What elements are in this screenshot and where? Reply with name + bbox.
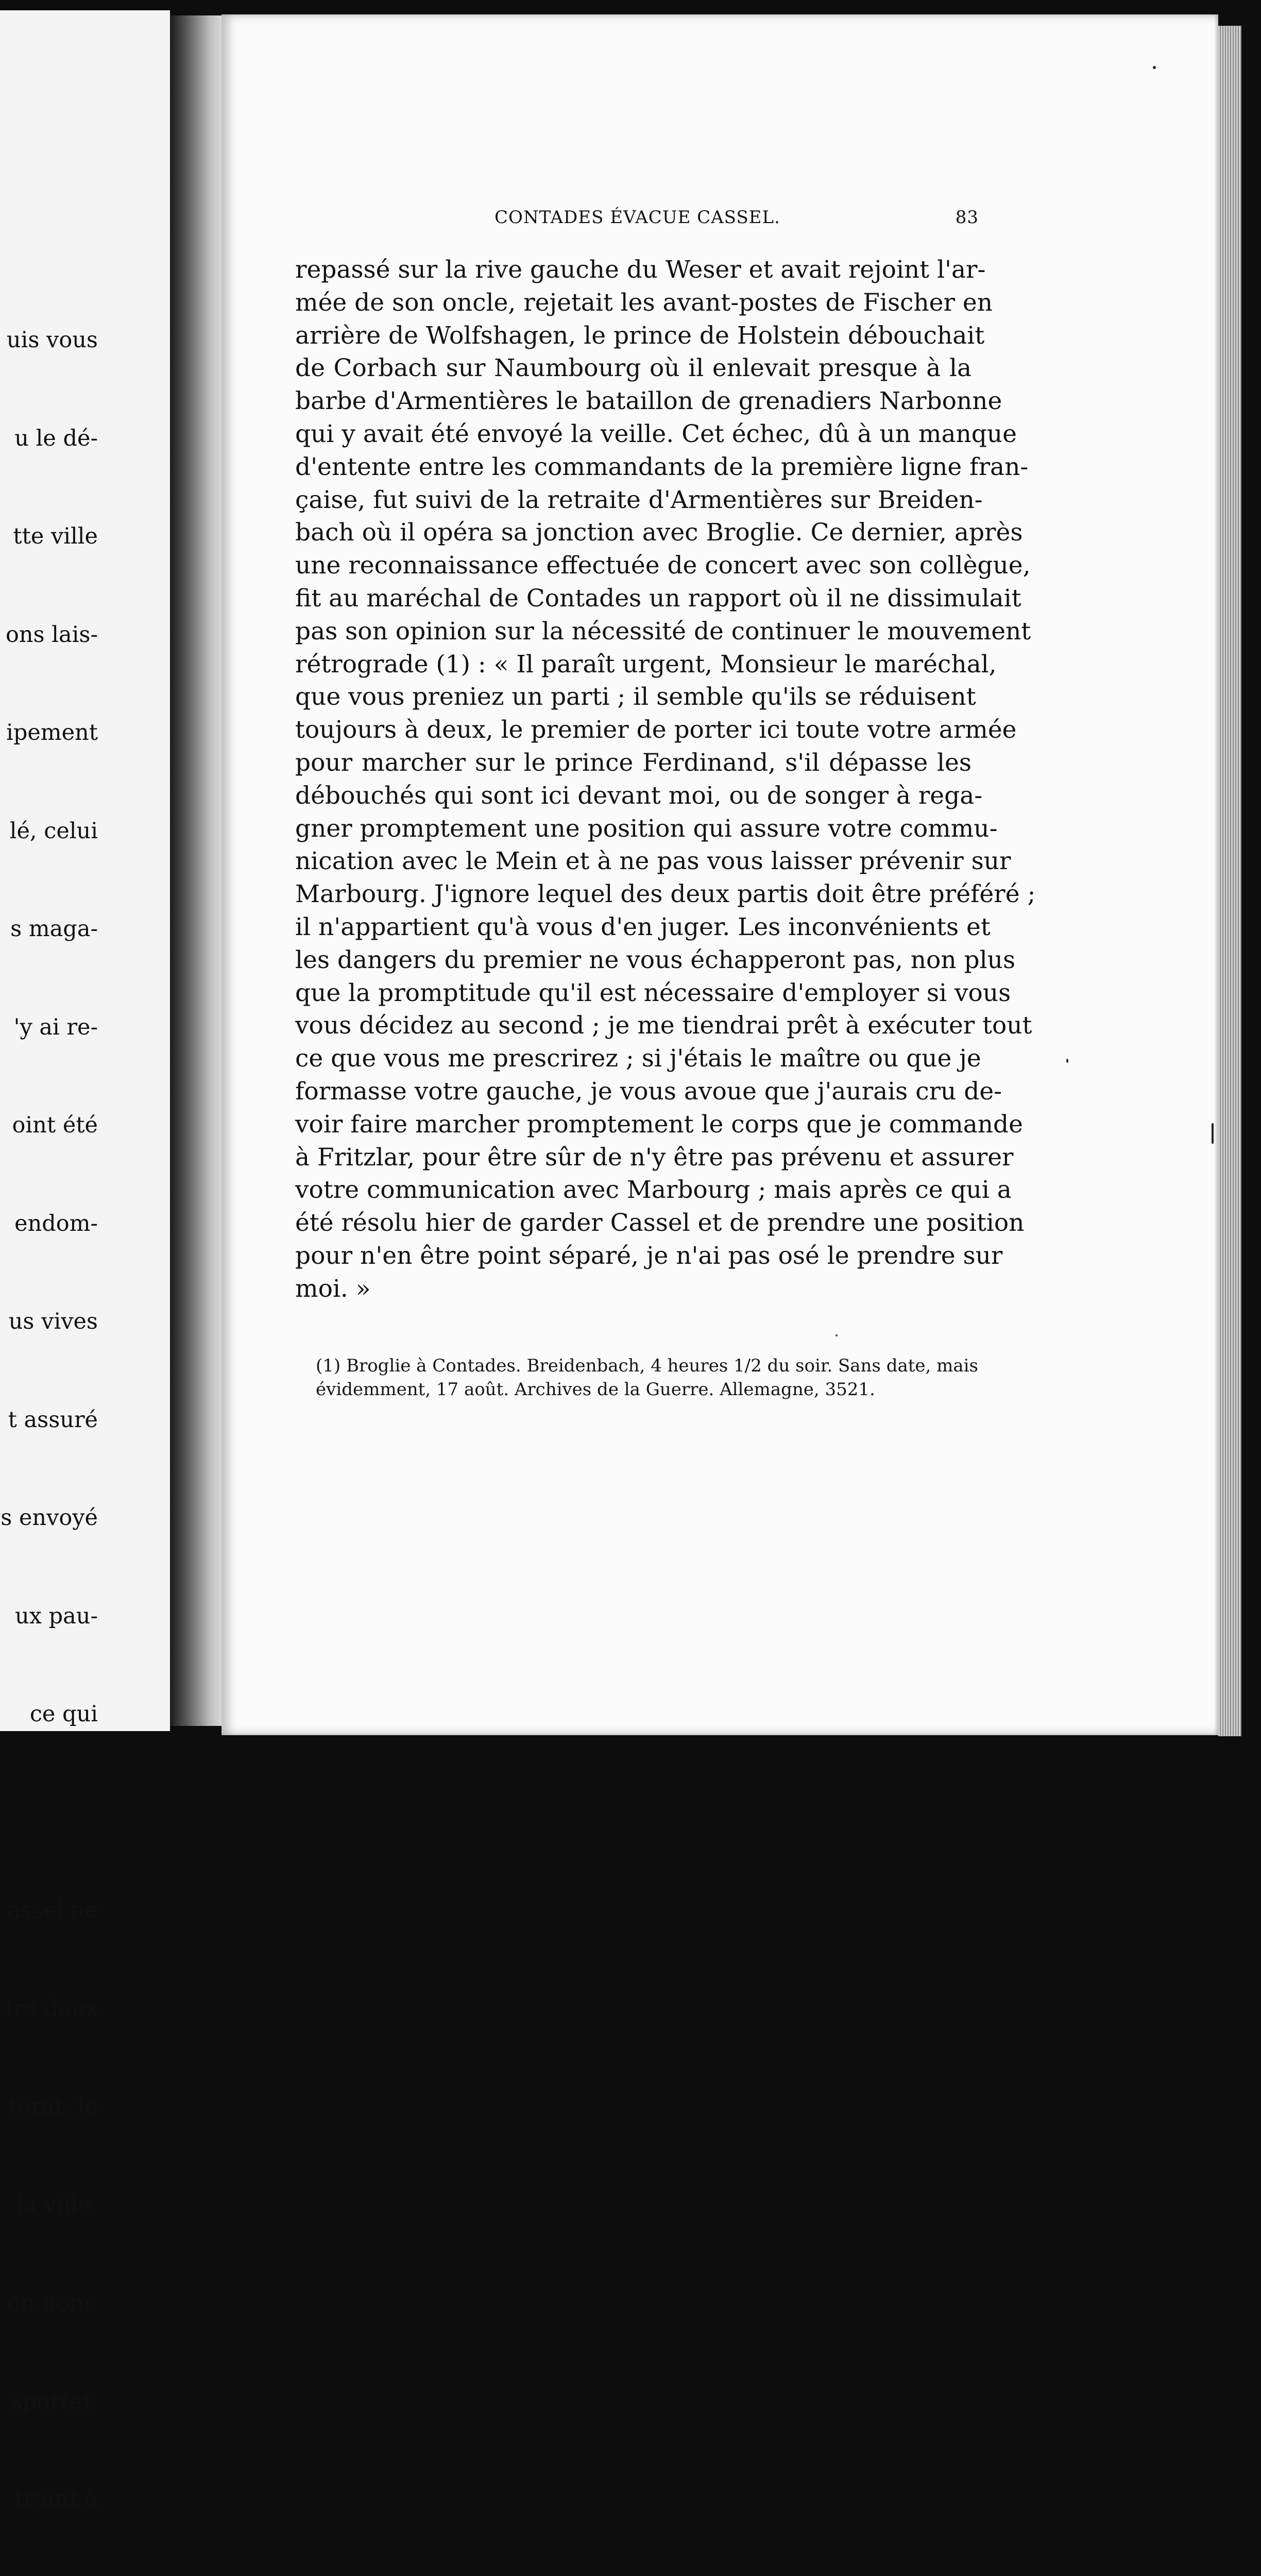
scan-speck <box>1066 1059 1068 1063</box>
text-line: qui y avait été envoyé la veille. Cet échec, dû à un manque <box>295 419 1017 448</box>
left-line: u le dé- <box>14 425 98 451</box>
text-line: votre communication avec Marbourg ; mais après ce qui a <box>295 1176 1012 1205</box>
text-line: vous décidez au second ; je me tiendrai prêt à exécuter tout <box>295 1011 1032 1040</box>
left-line: la ville, <box>16 2192 98 2218</box>
text-line: nication avec le Mein et à ne pas vous laisser prévenir sur <box>295 847 1011 876</box>
text-line: mée de son oncle, rejetait les avant-postes de Fischer en <box>295 288 993 317</box>
text-line: une reconnaissance effectuée de concert avec son collègue, <box>295 551 1031 580</box>
footnote-separator <box>836 1334 838 1336</box>
text-line: d'entente entre les commandants de la première ligne fran- <box>295 452 1029 481</box>
text-line: toujours à deux, le premier de porter ici toute votre armée <box>295 716 1017 744</box>
text-line: arrière de Wolfshagen, le prince de Holstein débouchait <box>295 321 985 350</box>
left-line: lé, celui <box>9 818 98 844</box>
text-line: débouchés qui sont ici devant moi, ou de songer à rega- <box>295 781 983 810</box>
text-line: pas son opinion sur la nécessité de continuer le mouvement <box>295 617 1031 646</box>
running-head: CONTADES ÉVACUE CASSEL. <box>495 207 780 228</box>
left-line: ipement <box>6 720 98 745</box>
text-line: bach où il opéra sa jonction avec Broglie. Ce dernier, après <box>295 518 1023 547</box>
text-line: rétrograde (1) : « Il paraît urgent, Monsieur le maréchal, <box>295 650 997 679</box>
text-line: ce que vous me prescrirez ; si j'étais le maître ou que je <box>295 1044 981 1073</box>
left-line: us vives <box>8 1309 98 1334</box>
left-line: sporter. <box>11 2388 98 2414</box>
text-line: barbe d'Armentières le bataillon de grenadiers Narbonne <box>295 387 1002 416</box>
paragraph-gap <box>0 1797 98 1829</box>
text-line: voir faire marcher promptement le corps que je commande <box>295 1110 1023 1139</box>
text-line: fit au maréchal de Contades un rapport où il ne dissimulait <box>295 584 1021 613</box>
left-line: s envoyé <box>1 1505 98 1531</box>
left-line: uis vous <box>6 327 98 353</box>
text-line: çaise, fut suivi de la retraite d'Armentières sur Breiden- <box>295 485 983 514</box>
text-line: les dangers du premier ne vous échapperont pas, non plus <box>295 945 1016 974</box>
footnote-line: évidemment, 17 août. Archives de la Guerre. Allemagne, 3521. <box>316 1379 875 1400</box>
left-line: ons lais- <box>5 621 98 648</box>
left-line: endom- <box>14 1210 98 1236</box>
scan-speck <box>1212 1123 1214 1144</box>
page-edges <box>1218 26 1241 1736</box>
scan-speck <box>1153 66 1156 69</box>
text-line: que vous preniez un parti ; il semble qu'ils se réduisent <box>295 683 976 711</box>
text-line: Marbourg. J'ignore lequel des deux partis doit être préféré ; <box>295 880 1036 909</box>
left-page-fragment <box>0 10 170 2512</box>
left-line: on nom- <box>7 2290 98 2316</box>
text-line: repassé sur la rive gauche du Weser et avait rejoint l'ar- <box>295 256 986 284</box>
text-line: été résolu hier de garder Cassel et de prendre une position <box>295 1209 1025 1238</box>
left-line: torat, le <box>8 2094 98 2120</box>
text-line: il n'appartient qu'à vous d'en juger. Les inconvénients et <box>295 912 991 941</box>
book-gutter <box>170 15 227 1726</box>
left-line: ce qui <box>29 1701 98 1727</box>
body-paragraph <box>295 253 1036 1306</box>
text-line: à Fritzlar, pour être sûr de n'y être pas prévenu et assurer <box>295 1143 1014 1172</box>
footnote-line: (1) Broglie à Contades. Breidenbach, 4 heures 1/2 du soir. Sans date, mais <box>316 1355 978 1376</box>
text-line: pour n'en être point séparé, je n'ai pas osé le prendre sur <box>295 1241 1003 1270</box>
text-line: de Corbach sur Naumbourg où il enlevait presque à la <box>295 354 972 383</box>
text-line: pour marcher sur le prince Ferdinand, s'il dépasse les <box>295 748 972 777</box>
left-line: ux pau- <box>15 1603 98 1629</box>
left-line: s maga- <box>10 916 98 942</box>
text-line: que la promptitude qu'il est nécessaire d'employer si vous <box>295 978 1011 1007</box>
footnotes <box>316 1354 978 1401</box>
text-line: moi. » <box>295 1274 371 1303</box>
text-line: formasse votre gauche, je vous avoue que j'aurais cru de- <box>295 1077 1002 1106</box>
left-line: oint été <box>12 1112 98 1138</box>
left-line: 'y ai re- <box>13 1014 98 1040</box>
page-header <box>495 207 979 234</box>
left-page-text <box>0 259 98 2576</box>
page-number: 83 <box>955 207 979 228</box>
left-line: ire deux <box>6 1995 98 2022</box>
left-line: tte ville <box>13 523 98 549</box>
left-line: traint à <box>14 2486 98 2512</box>
text-line: gner promptement une position qui assure votre commu- <box>295 814 998 843</box>
left-line: t assuré <box>8 1406 98 1433</box>
left-line: assel ne <box>7 1897 98 1923</box>
